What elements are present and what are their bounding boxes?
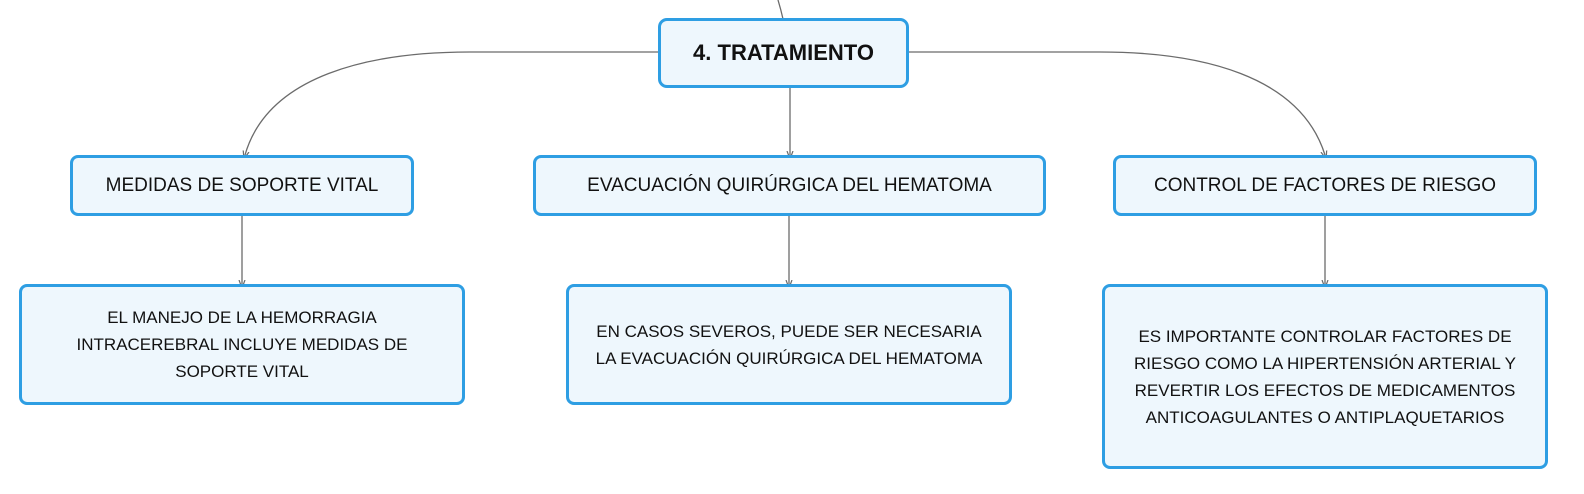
branch-node-evacuacion-quirurgica[interactable] xyxy=(533,155,1046,216)
branch-node-label: MEDIDAS DE SOPORTE VITAL xyxy=(105,174,379,196)
connector-root-to-branch-3 xyxy=(908,52,1325,155)
branch-node-label: CONTROL DE FACTORES DE RIESGO xyxy=(1153,174,1497,196)
detail-node-text: EL MANEJO DE LA HEMORRAGIA INTRACEREBRAL INCLUYE MEDIDAS DE SOPORTE VITAL xyxy=(76,308,408,381)
detail-node-text: ES IMPORTANTE CONTROLAR FACTORES DE RIESGO COMO LA HIPERTENSIÓN ARTERIAL Y REVERTIR LOS EFECTOS DE MEDICAMENTOS ANTICOAGULANTES O ANTIPLAQUETARIOS xyxy=(1134,326,1516,427)
detail-node-text: EN CASOS SEVEROS, PUEDE SER NECESARIA LA EVACUACIÓN QUIRÚRGICA DEL HEMATOMA xyxy=(595,321,983,368)
detail-node-evacuacion-quirurgica[interactable] xyxy=(566,284,1012,405)
connector-root-to-branch-1 xyxy=(245,52,660,155)
root-node[interactable] xyxy=(658,18,909,88)
detail-node-soporte-vital[interactable] xyxy=(19,284,465,405)
branch-node-soporte-vital[interactable] xyxy=(70,155,414,216)
connector-parent-to-root xyxy=(778,0,783,19)
detail-node-control-factores-riesgo[interactable] xyxy=(1102,284,1548,469)
branch-node-label: EVACUACIÓN QUIRÚRGICA DEL HEMATOMA xyxy=(587,174,992,196)
branch-node-control-factores-riesgo[interactable] xyxy=(1113,155,1537,216)
root-node-label: 4. TRATAMIENTO xyxy=(693,40,874,65)
